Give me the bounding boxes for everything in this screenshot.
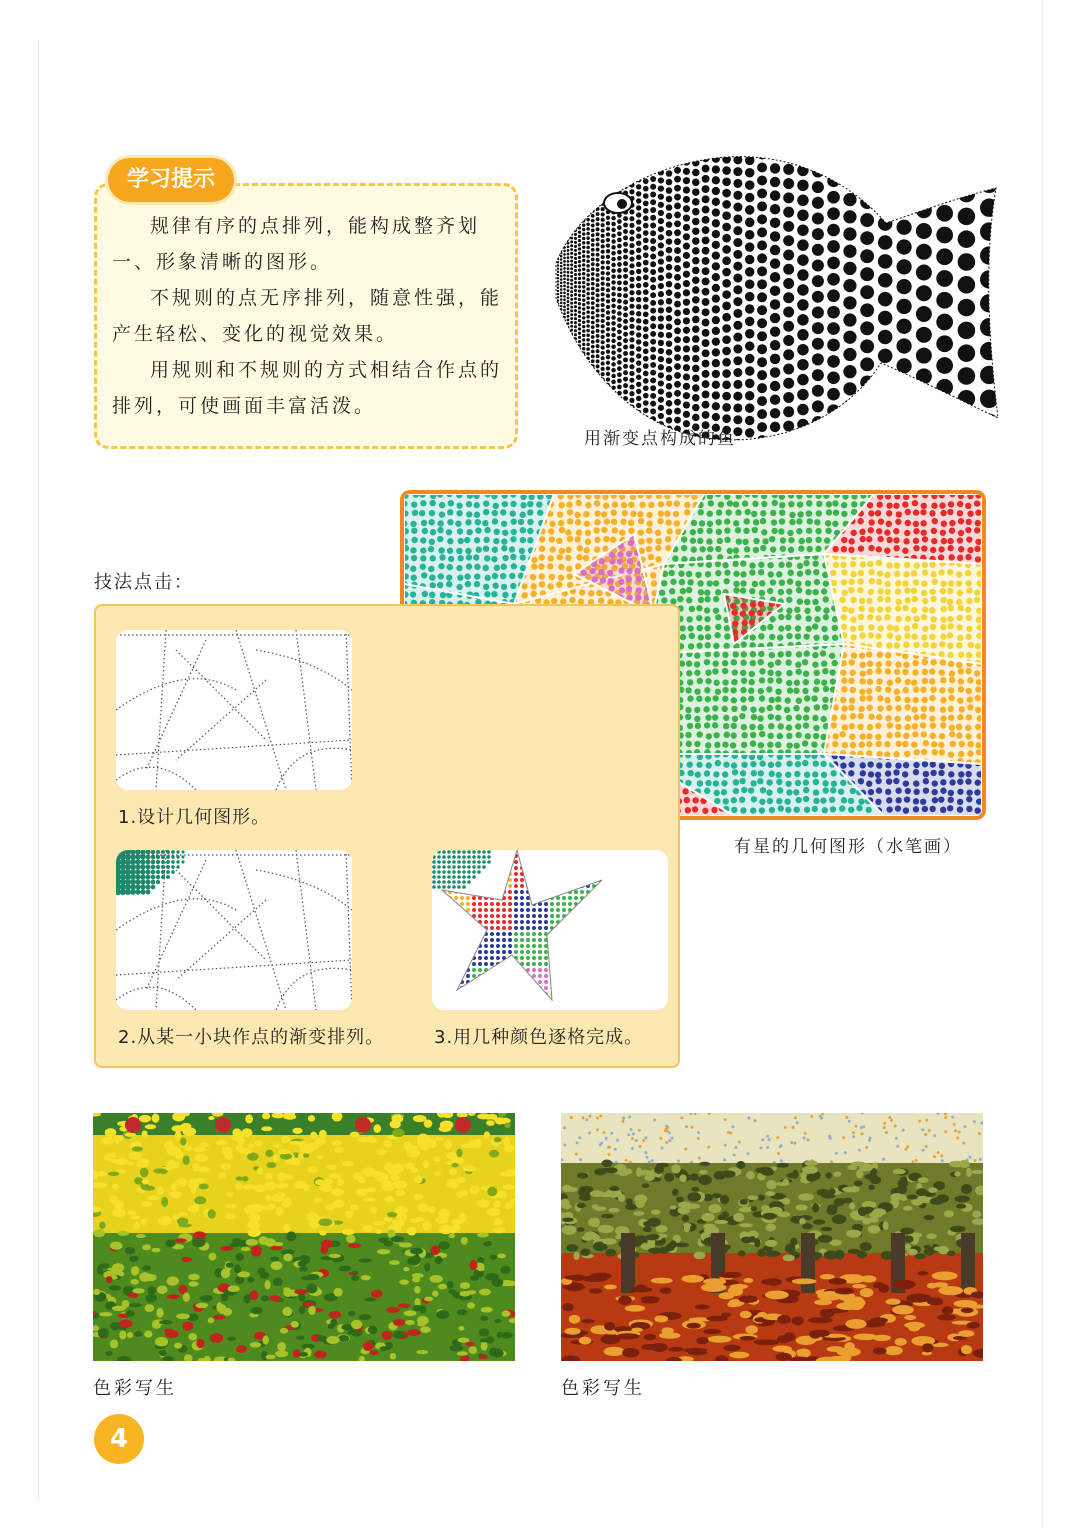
painting-1-caption: 色彩写生 <box>93 1378 177 1399</box>
step-3-star-sketch <box>432 850 668 1010</box>
step-1-caption: 1.设计几何图形。 <box>118 807 271 828</box>
technique-title: 技法点击： <box>94 572 194 593</box>
page-number: 4 <box>94 1414 144 1464</box>
tip-paragraph: 规律有序的点排列，能构成整齐划一、形象清晰的图形。 <box>112 215 481 273</box>
dot-fish-illustration <box>546 128 1008 464</box>
fish-caption: 用渐变点构成的鱼 <box>584 429 736 449</box>
page-edge <box>1042 0 1043 1528</box>
tip-paragraph: 用规则和不规则的方式相结合作点的排列，可使画面丰富活泼。 <box>112 359 503 417</box>
geometric-caption: 有星的几何图形（水笔画） <box>734 837 962 857</box>
study-tip-text <box>112 208 504 424</box>
step-2-caption: 2.从某一小块作点的渐变排列。 <box>118 1027 385 1048</box>
painting-2-caption: 色彩写生 <box>561 1378 645 1399</box>
step-2-sketch <box>116 850 352 1010</box>
olive-trees-painting <box>561 1113 983 1361</box>
sunflower-field-painting <box>93 1113 515 1361</box>
tip-paragraph: 不规则的点无序排列，随意性强，能产生轻松、变化的视觉效果。 <box>112 287 503 345</box>
step-1-sketch <box>116 630 352 790</box>
page-edge <box>38 40 39 1500</box>
study-tip-badge: 学习提示 <box>108 158 234 202</box>
step-3-caption: 3.用几种颜色逐格完成。 <box>434 1027 644 1048</box>
